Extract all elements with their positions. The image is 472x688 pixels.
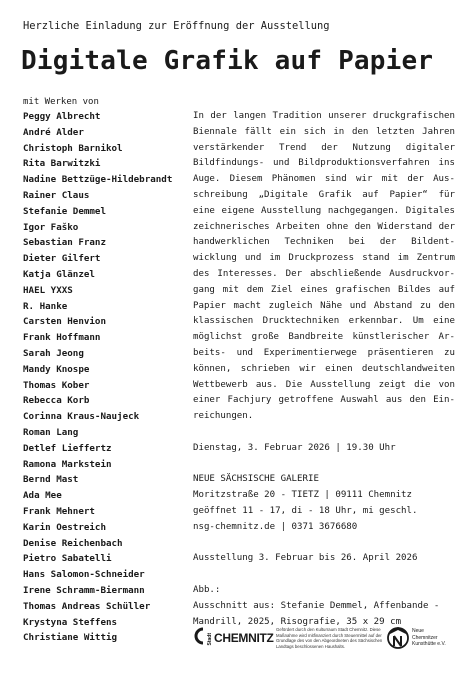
venue-hours: geöffnet 11 - 17, di - 18 Uhr, mi geschl. bbox=[193, 505, 418, 516]
exhibition-dates: Ausstellung 3. Februar bis 26. April 2026 bbox=[193, 553, 418, 564]
page-title: Digitale Grafik auf Papier bbox=[21, 46, 434, 76]
caption-label: Abb.: bbox=[193, 584, 221, 595]
artist-name: Rebecca Korb bbox=[23, 395, 90, 407]
artist-name: Ada Mee bbox=[23, 490, 62, 502]
kunsthuette-logo bbox=[387, 625, 446, 651]
kunsthuette-mark-icon bbox=[387, 625, 409, 651]
artist-name: Bernd Mast bbox=[23, 474, 79, 486]
opening-date: Dienstag, 3. Februar 2026 | 19.30 Uhr bbox=[193, 442, 396, 453]
invitation-line: Herzliche Einladung zur Eröffnung der Ausstellung bbox=[23, 20, 330, 32]
artist-name: Hans Salomon-Schneider bbox=[23, 569, 145, 581]
artist-name: André Alder bbox=[23, 126, 84, 138]
artist-name: Dieter Gilfert bbox=[23, 253, 101, 265]
artist-name: R. Hanke bbox=[23, 300, 68, 312]
artist-name: Christiane Wittig bbox=[23, 632, 118, 644]
artist-list bbox=[23, 109, 193, 646]
stadt-label: Stadt bbox=[207, 632, 213, 645]
description-text: In der langen Tradition unserer druckgrafischen Biennale fällt ein sich in den letzten Jahren verstärkender Trend der Nutzung digitaler Bildfindungs- und Bildproduktionsverfahren ins Auge. Diesem Phänomen sind wir mit der Ausschreibung „Digitale Grafik auf Papier“ für eine eigene Ausstellung nachgegangen. Digitales zeichnerisches Arbeiten ohne den Widerstand der handwerklichen Techniken bei der Bildentwicklung und im Druckprozess stand im Zentrum des Interesses. Der abschließende Ausdruckvorgang mit dem Ziel eines grafischen Bildes auf Papier macht zugleich Nähe und Abstand zu den klassischen Drucktechniken erkennbar. Um eine möglichst große Bandbreite künstlerischer Arbeits- und Experimentierwege präsentieren zu können, schrieben wir einen deutschlandweiten Wettbewerb aus. Die Ausstellung zeigt die von einer Fachjury getroffene Auswahl aus den Einreichungen. bbox=[193, 111, 455, 422]
venue-address: Moritzstraße 20 - TIETZ | 09111 Chemnitz bbox=[193, 490, 412, 501]
artist-name: Igor Faško bbox=[23, 221, 79, 233]
caption-line-1: Ausschnitt aus: Stefanie Demmel, Affenbande - bbox=[193, 600, 440, 611]
artist-name: Frank Hoffmann bbox=[23, 332, 101, 344]
artist-name: Katja Glänzel bbox=[23, 268, 95, 280]
artist-name: Denise Reichenbach bbox=[23, 537, 123, 549]
artist-name: Ramona Markstein bbox=[23, 458, 112, 470]
venue-contact: nsg-chemnitz.de | 0371 3676680 bbox=[193, 521, 358, 532]
venue-name: NEUE SÄCHSISCHE GALERIE bbox=[193, 474, 319, 485]
verein-line-2: Chemnitzer bbox=[412, 634, 438, 641]
artists-column bbox=[23, 96, 193, 646]
artist-name: Carsten Henvion bbox=[23, 316, 106, 328]
text-column bbox=[193, 109, 455, 630]
artist-name: Mandy Knospe bbox=[23, 363, 90, 375]
funding-note: Gefördert durch den Kulturraum Stadt Chemnitz. Diese Maßnahme wird mitfinanziert durch Steuermittel auf der Grundlage des von den Abgeordneten des Sächsischen Landtags beschlossenen Haushalts. bbox=[276, 627, 383, 649]
artist-name: Nadine Bettzüge-Hildebrandt bbox=[23, 174, 173, 186]
artist-name: Peggy Albrecht bbox=[23, 111, 101, 122]
artist-name: Karin Oestreich bbox=[23, 521, 106, 533]
artist-name: Corinna Kraus-Naujeck bbox=[23, 411, 140, 423]
chemnitz-mark-icon bbox=[193, 627, 205, 645]
artist-name: Roman Lang bbox=[23, 426, 79, 438]
artist-name: Christoph Barnikol bbox=[23, 142, 123, 154]
caption-line-2: Mandrill, 2025, Risografie, 35 x 29 cm bbox=[193, 616, 402, 627]
artist-name: Detlef Lieffertz bbox=[23, 442, 112, 454]
artist-name: Stefanie Demmel bbox=[23, 205, 106, 217]
artist-name: Thomas Kober bbox=[23, 379, 90, 391]
verein-line-3: Kunsthütte e.V. bbox=[412, 641, 446, 648]
artist-name: Rainer Claus bbox=[23, 189, 90, 201]
footer-logos bbox=[193, 625, 455, 665]
verein-line-1: Neue bbox=[412, 628, 424, 635]
artist-name: Pietro Sabatelli bbox=[23, 553, 112, 565]
artist-name: Frank Mehnert bbox=[23, 505, 95, 517]
artist-name: Irene Schramm-Biermann bbox=[23, 584, 145, 596]
artist-name: Rita Barwitzki bbox=[23, 158, 101, 170]
artist-name: Thomas Andreas Schüller bbox=[23, 600, 151, 612]
stadt-chemnitz-logo bbox=[193, 627, 274, 645]
artists-intro: mit Werken von bbox=[23, 97, 99, 107]
chemnitz-label: CHEMNITZ bbox=[214, 631, 274, 645]
artist-name: Krystyna Steffens bbox=[23, 616, 118, 628]
artist-name: Sebastian Franz bbox=[23, 237, 106, 249]
artist-name: Sarah Jeong bbox=[23, 347, 84, 359]
artist-name: HAEL YXXS bbox=[23, 284, 73, 296]
